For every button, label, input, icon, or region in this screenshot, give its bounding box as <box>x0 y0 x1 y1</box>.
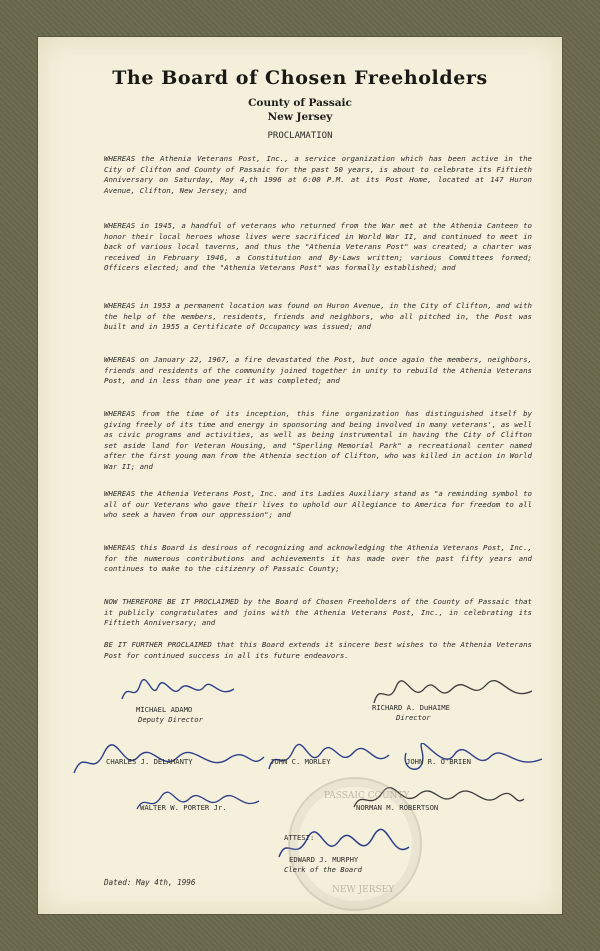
attest-label: ATTEST: <box>284 833 315 842</box>
paragraph-2: WHEREAS in 1945, a handful of veterans who returned from the War met at the Athenia Canteen to honor their local heroes whose lives were sacrificed in World War II, and continued to meet in back of various local taverns, and thus the "Athenia Veterans Post" was created; a charter was received in February 1946, a Constitution and By-Laws written; various Committees formed; Officers elected; and the "Athenia Veterans Post" was formally established; and <box>104 221 532 273</box>
adamo-name: MICHAEL ADAMO <box>136 705 193 714</box>
seal-top-text: PASSAIC COUNTY <box>324 791 410 801</box>
delahanty-name: CHARLES J. DELAHANTY <box>106 757 193 766</box>
murphy-name: EDWARD J. MURPHY <box>289 855 359 864</box>
paragraph-6: WHEREAS the Athenia Veterans Post, Inc. and its Ladies Auxiliary stand as "a reminding symbol to all of our Veterans who gave their lives to uphold our Allegiance to America for freedom to all who seek a haven from our oppression"; and <box>104 489 532 520</box>
document-title: The Board of Chosen Freeholders <box>112 67 488 89</box>
morley-name: JOHN C. MORLEY <box>270 757 331 766</box>
county-seal <box>288 777 422 911</box>
adamo-signature <box>118 677 238 707</box>
robertson-name: NORMAN M. ROBERTSON <box>356 803 439 812</box>
seal-bottom-text: NEW JERSEY <box>332 885 395 895</box>
paragraph-1: WHEREAS the Athenia Veterans Post, Inc., a service organization which has been active in the City of Clifton and County of Passaic for the past 50 years, is about to celebrate its Fiftieth Anniversary on Saturday, May 4,th 1996 at 6:00 P.M. at its Post Home, located at 147 Huron Avenue, Clifton, New Jersey; and <box>104 154 532 195</box>
porter-name: WALTER W. PORTER Jr. <box>140 803 227 812</box>
paragraph-7: WHEREAS this Board is desirous of recognizing and acknowledging the Athenia Veterans Post, Inc., for the numerous contributions and achievements it has made over the past fifty years and continues to make to the citizenry of Passaic County; <box>104 543 532 574</box>
adamo-title: Deputy Director <box>138 715 203 724</box>
paragraph-3: WHEREAS in 1953 a permanent location was found on Huron Avenue, in the City of Clifton, and with the help of the members, residents, friends and neighbors, who all pitched in, the Post was built and in 1955 a Certificate of Occupancy was issued; and <box>104 301 532 332</box>
county-name: County of Passaic <box>248 97 352 109</box>
proclamation-document <box>38 37 562 914</box>
state-name: New Jersey <box>267 111 333 123</box>
paragraph-8: NOW THEREFORE BE IT PROCLAIMED by the Board of Chosen Freeholders of the County of Passaic that it publicly congratulates and joins with the Athenia Veterans Post, Inc., in celebrating its Fiftieth Anniversary; and <box>104 597 532 628</box>
paragraph-4: WHEREAS on January 22, 1967, a fire devastated the Post, but once again the members, neighbors, friends and residents of the community joined together in unity to rebuild the Athenia Veterans Post, and in less than one year it was completed; and <box>104 355 532 386</box>
paragraph-5: WHEREAS from the time of its inception, this fine organization has distinguished itself by giving freely of its time and energy in sponsoring and being involved in many veterans', as well as civic programs and activities, as well as being instrumental in having the City of Clifton set aside land for Veteran Housing, and "Sperling Memorial Park" a recreational center named after the first young man from the Athenia section of Clifton, who was killed in action in World War II; and <box>104 409 532 471</box>
obrien-name: JOHN R. O'BRIEN <box>406 757 471 766</box>
date-line: Dated: May 4th, 1996 <box>104 878 196 887</box>
duhaime-name: RICHARD A. DuHAIME <box>372 703 450 712</box>
duhaime-title: Director <box>396 713 431 722</box>
proclamation-heading: PROCLAMATION <box>267 131 333 141</box>
paragraph-9: BE IT FURTHER PROCLAIMED that this Board extends it sincere best wishes to the Athenia Veterans Post for continued success in all its future endeavors. <box>104 640 532 660</box>
murphy-title: Clerk of the Board <box>284 865 362 874</box>
